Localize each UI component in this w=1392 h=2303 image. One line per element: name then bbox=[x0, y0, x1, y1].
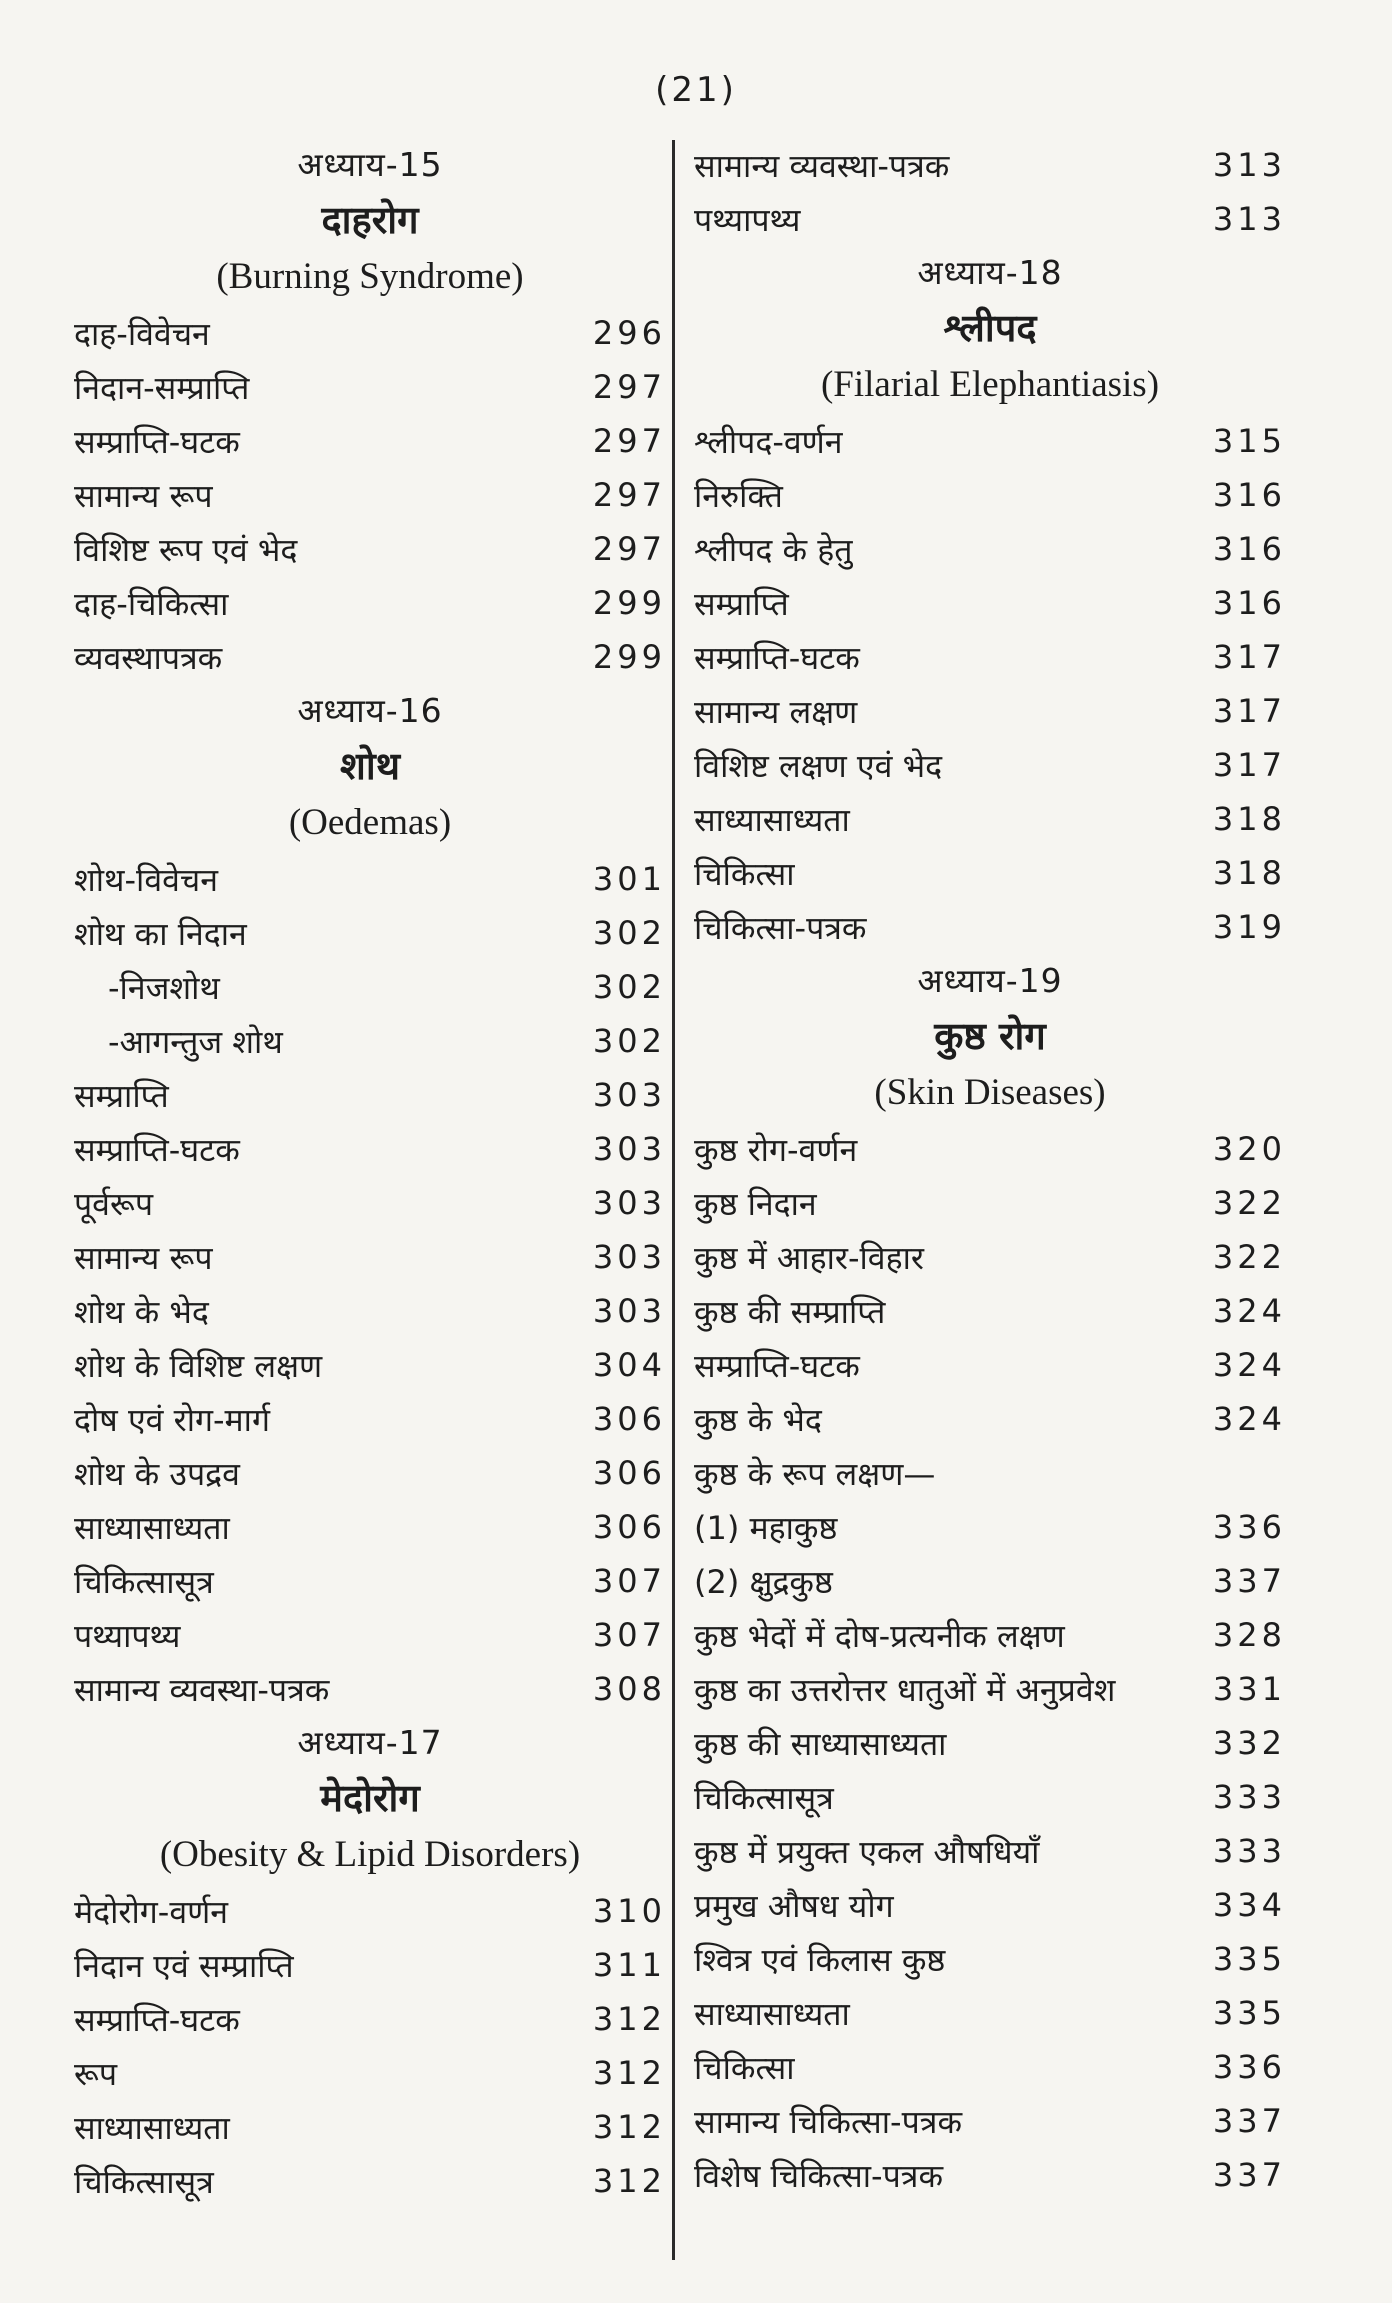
toc-entry bbox=[694, 1392, 1286, 1446]
toc-entry bbox=[74, 1176, 666, 1230]
toc-entry-page: 337 bbox=[1212, 2156, 1286, 2194]
toc-entry bbox=[74, 468, 666, 522]
toc-entry-page: 304 bbox=[592, 1346, 666, 1384]
toc-entry-title: पूर्वरूप bbox=[74, 1184, 154, 1223]
toc-entry-page: 324 bbox=[1212, 1292, 1286, 1330]
toc-entry-title: साध्यासाध्यता bbox=[694, 800, 850, 839]
toc-entry-title: कुष्ठ की सम्प्राप्ति bbox=[694, 1292, 886, 1331]
toc-entry bbox=[74, 306, 666, 360]
toc-entry-title: कुष्ठ निदान bbox=[694, 1184, 817, 1223]
toc-entry bbox=[74, 1500, 666, 1554]
toc-entry-title: चिकित्सासूत्र bbox=[74, 2162, 214, 2201]
toc-entry-title: सम्प्राप्ति-घटक bbox=[74, 1130, 240, 1169]
toc-entry-title: चिकित्सा bbox=[694, 2048, 795, 2087]
toc-entry-page: 312 bbox=[592, 2054, 666, 2092]
toc-entry bbox=[694, 846, 1286, 900]
toc-entry-title: शोथ के उपद्रव bbox=[74, 1454, 240, 1493]
chapter-english-title: (Skin Diseases) bbox=[874, 1072, 1106, 1113]
toc-entry bbox=[74, 2154, 666, 2208]
toc-entry-title: (1) महाकुष्ठ bbox=[694, 1508, 838, 1547]
toc-entry-page: 328 bbox=[1212, 1616, 1286, 1654]
toc-entry-page: 337 bbox=[1212, 2102, 1286, 2140]
toc-entry-page: 333 bbox=[1212, 1832, 1286, 1870]
chapter-english-title: (Filarial Elephantiasis) bbox=[820, 364, 1160, 405]
toc-entry bbox=[74, 1884, 666, 1938]
toc-entry bbox=[694, 522, 1286, 576]
toc-entry bbox=[74, 1284, 666, 1338]
toc-entry-page: 312 bbox=[592, 2000, 666, 2038]
toc-entry bbox=[694, 2040, 1286, 2094]
toc-entry bbox=[694, 1122, 1286, 1176]
toc-entry bbox=[694, 138, 1286, 192]
toc-entry bbox=[74, 522, 666, 576]
toc-entry-page: 335 bbox=[1212, 1940, 1286, 1978]
toc-entry-page: 336 bbox=[1212, 2048, 1286, 2086]
toc-entry-title: विशिष्ट रूप एवं भेद bbox=[74, 530, 298, 569]
toc-entry-page: 312 bbox=[592, 2108, 666, 2146]
toc-entry-title: दोष एवं रोग-मार्ग bbox=[74, 1400, 270, 1439]
toc-entry bbox=[74, 960, 666, 1014]
toc-entry bbox=[74, 1446, 666, 1500]
toc-entry-title: -निजशोथ bbox=[108, 968, 220, 1007]
toc-entry-title: साध्यासाध्यता bbox=[694, 1994, 850, 2033]
toc-entry-page: 301 bbox=[592, 860, 666, 898]
toc-entry-page: 336 bbox=[1212, 1508, 1286, 1546]
toc-entry-title: कुष्ठ रोग-वर्णन bbox=[694, 1130, 858, 1169]
toc-entry-page: 302 bbox=[592, 914, 666, 952]
chapter-english-title: (Obesity & Lipid Disorders) bbox=[159, 1834, 581, 1875]
toc-entry-title: साध्यासाध्यता bbox=[74, 2108, 230, 2147]
toc-entry-title: व्यवस्थापत्रक bbox=[74, 638, 223, 677]
toc-entry-page: 307 bbox=[592, 1562, 666, 1600]
toc-entry-title: सामान्य व्यवस्था-पत्रक bbox=[694, 146, 950, 185]
toc-entry bbox=[694, 1716, 1286, 1770]
toc-entry-page: 297 bbox=[592, 368, 666, 406]
chapter-title: दाहरोग bbox=[321, 198, 419, 242]
toc-entry bbox=[694, 576, 1286, 630]
toc-entry-title: चिकित्सासूत्र bbox=[74, 1562, 214, 1601]
toc-entry bbox=[74, 852, 666, 906]
toc-entry-page: 331 bbox=[1212, 1670, 1286, 1708]
toc-entry-page: 313 bbox=[1212, 200, 1286, 238]
toc-entry bbox=[74, 630, 666, 684]
toc-entry bbox=[74, 2046, 666, 2100]
toc-entry-page: 316 bbox=[1212, 530, 1286, 568]
toc-entry bbox=[694, 1338, 1286, 1392]
chapter-english-title: (Burning Syndrome) bbox=[216, 256, 524, 297]
toc-entry-page: 306 bbox=[592, 1400, 666, 1438]
toc-entry-title: निदान-सम्प्राप्ति bbox=[74, 368, 250, 407]
toc-entry-title: दाह-विवेचन bbox=[74, 314, 210, 353]
toc-entry-page: 312 bbox=[592, 2162, 666, 2200]
toc-entry-page: 316 bbox=[1212, 476, 1286, 514]
chapter-number: अध्याय-15 bbox=[297, 145, 443, 184]
toc-entry bbox=[694, 1554, 1286, 1608]
chapter-title: मेदोरोग bbox=[320, 1776, 420, 1820]
toc-entry-title: कुष्ठ की साध्यासाध्यता bbox=[694, 1724, 947, 1763]
toc-entry-page: 313 bbox=[1212, 146, 1286, 184]
toc-entry-page: 334 bbox=[1212, 1886, 1286, 1924]
toc-entry-page: 303 bbox=[592, 1292, 666, 1330]
toc-entry-page: 302 bbox=[592, 1022, 666, 1060]
toc-entry-title: विशिष्ट लक्षण एवं भेद bbox=[694, 746, 943, 785]
toc-entry-page: 302 bbox=[592, 968, 666, 1006]
column-divider bbox=[672, 140, 675, 2260]
toc-entry-title: कुष्ठ के भेद bbox=[694, 1400, 822, 1439]
toc-entry-title: कुष्ठ में प्रयुक्त एकल औषधियाँ bbox=[694, 1832, 1040, 1871]
toc-entry bbox=[694, 1500, 1286, 1554]
toc-entry-page: 332 bbox=[1212, 1724, 1286, 1762]
toc-entry-title: शोथ का निदान bbox=[74, 914, 247, 953]
toc-entry-title: सामान्य चिकित्सा-पत्रक bbox=[694, 2102, 963, 2141]
toc-entry-title: निरुक्ति bbox=[694, 476, 783, 515]
toc-entry-title: निदान एवं सम्प्राप्ति bbox=[74, 1946, 294, 1985]
toc-entry-page: 316 bbox=[1212, 584, 1286, 622]
toc-entry-title: सम्प्राप्ति bbox=[74, 1076, 169, 1115]
toc-entry-title: विशेष चिकित्सा-पत्रक bbox=[694, 2156, 944, 2195]
toc-entry-title: सामान्य व्यवस्था-पत्रक bbox=[74, 1670, 330, 1709]
toc-entry-title: श्लीपद-वर्णन bbox=[694, 422, 843, 461]
toc-entry-page: 306 bbox=[592, 1454, 666, 1492]
chapter-number: अध्याय-18 bbox=[917, 253, 1063, 292]
toc-entry-title: कुष्ठ में आहार-विहार bbox=[694, 1238, 924, 1277]
toc-entry-title: कुष्ठ भेदों में दोष-प्रत्यनीक लक्षण bbox=[694, 1616, 1065, 1655]
toc-entry bbox=[74, 906, 666, 960]
toc-entry bbox=[74, 1608, 666, 1662]
toc-entry-title: प्रमुख औषध योग bbox=[694, 1886, 894, 1925]
toc-entry-page: 303 bbox=[592, 1184, 666, 1222]
chapter-english-title: (Oedemas) bbox=[288, 802, 452, 843]
toc-entry-page: 317 bbox=[1212, 746, 1286, 784]
toc-entry-title: कुष्ठ के रूप लक्षण— bbox=[694, 1454, 936, 1493]
toc-entry-page: 317 bbox=[1212, 692, 1286, 730]
toc-entry bbox=[74, 360, 666, 414]
toc-entry-page: 303 bbox=[592, 1076, 666, 1114]
toc-entry-title: सामान्य रूप bbox=[74, 1238, 213, 1277]
toc-entry bbox=[694, 900, 1286, 954]
toc-entry-title: श्वित्र एवं किलास कुष्ठ bbox=[694, 1940, 946, 1979]
toc-entry bbox=[74, 1230, 666, 1284]
toc-entry-page: 303 bbox=[592, 1130, 666, 1168]
toc-entry bbox=[694, 738, 1286, 792]
toc-entry-title: -आगन्तुज शोथ bbox=[108, 1022, 283, 1061]
toc-entry-title: चिकित्सा bbox=[694, 854, 795, 893]
chapter-number: अध्याय-16 bbox=[297, 691, 443, 730]
toc-entry bbox=[694, 1662, 1286, 1716]
toc-entry bbox=[694, 1230, 1286, 1284]
toc-entry-page: 319 bbox=[1212, 908, 1286, 946]
toc-entry-title: कुष्ठ का उत्तरोत्तर धातुओं में अनुप्रवेश bbox=[694, 1670, 1116, 1709]
toc-entry-title: पथ्यापथ्य bbox=[694, 200, 801, 239]
toc-entry bbox=[74, 1992, 666, 2046]
toc-entry-page: 296 bbox=[592, 314, 666, 352]
right-column bbox=[694, 138, 1286, 2202]
toc-entry bbox=[74, 1338, 666, 1392]
toc-entry-page: 318 bbox=[1212, 854, 1286, 892]
toc-entry bbox=[694, 684, 1286, 738]
left-column bbox=[74, 138, 666, 2208]
toc-entry-page: 320 bbox=[1212, 1130, 1286, 1168]
toc-entry-title: साध्यासाध्यता bbox=[74, 1508, 230, 1547]
toc-entry-page: 308 bbox=[592, 1670, 666, 1708]
toc-entry-title: चिकित्सासूत्र bbox=[694, 1778, 834, 1817]
toc-entry-title: सम्प्राप्ति-घटक bbox=[74, 2000, 240, 2039]
toc-entry-title: पथ्यापथ्य bbox=[74, 1616, 181, 1655]
chapter-title: कुष्ठ रोग bbox=[934, 1014, 1046, 1058]
toc-entry bbox=[74, 1068, 666, 1122]
toc-entry bbox=[694, 2094, 1286, 2148]
toc-entry bbox=[694, 1608, 1286, 1662]
toc-entry bbox=[694, 1824, 1286, 1878]
toc-entry-page: 337 bbox=[1212, 1562, 1286, 1600]
toc-entry bbox=[74, 414, 666, 468]
toc-entry bbox=[694, 630, 1286, 684]
toc-entry-page: 317 bbox=[1212, 638, 1286, 676]
toc-entry-title: श्लीपद के हेतु bbox=[694, 530, 853, 569]
toc-entry bbox=[694, 1284, 1286, 1338]
toc-entry bbox=[694, 1878, 1286, 1932]
toc-entry-title: सम्प्राप्ति-घटक bbox=[694, 638, 860, 677]
toc-entry-page: 324 bbox=[1212, 1346, 1286, 1384]
toc-entry bbox=[74, 1938, 666, 1992]
toc-entry bbox=[694, 792, 1286, 846]
toc-entry-title: सम्प्राप्ति-घटक bbox=[74, 422, 240, 461]
toc-entry-title: सम्प्राप्ति-घटक bbox=[694, 1346, 860, 1385]
toc-entry-title: सम्प्राप्ति bbox=[694, 584, 789, 623]
toc-entry bbox=[694, 468, 1286, 522]
toc-entry bbox=[74, 1392, 666, 1446]
toc-entry bbox=[694, 414, 1286, 468]
toc-entry bbox=[74, 1662, 666, 1716]
toc-entry-page: 297 bbox=[592, 530, 666, 568]
toc-entry-title: शोथ-विवेचन bbox=[74, 860, 218, 899]
toc-entry-title: रूप bbox=[74, 2054, 118, 2093]
toc-entry bbox=[694, 1176, 1286, 1230]
page-number: (21) bbox=[655, 70, 737, 110]
toc-entry-page: 322 bbox=[1212, 1238, 1286, 1276]
toc-entry-page: 311 bbox=[592, 1946, 666, 1984]
toc-entry bbox=[694, 1770, 1286, 1824]
toc-entry bbox=[74, 1014, 666, 1068]
toc-entry bbox=[74, 1554, 666, 1608]
toc-entry-title: (2) क्षुद्रकुष्ठ bbox=[694, 1562, 833, 1601]
toc-entry bbox=[74, 1122, 666, 1176]
toc-entry-page: 299 bbox=[592, 638, 666, 676]
toc-entry-title: सामान्य रूप bbox=[74, 476, 213, 515]
toc-entry-page: 307 bbox=[592, 1616, 666, 1654]
chapter-title: श्लीपद bbox=[943, 306, 1037, 350]
toc-entry bbox=[694, 2148, 1286, 2202]
toc-entry-title: मेदोरोग-वर्णन bbox=[74, 1892, 229, 1931]
toc-entry-page: 303 bbox=[592, 1238, 666, 1276]
toc-entry-page: 333 bbox=[1212, 1778, 1286, 1816]
toc-entry bbox=[74, 576, 666, 630]
toc-entry bbox=[694, 192, 1286, 246]
chapter-number: अध्याय-17 bbox=[297, 1723, 443, 1762]
toc-entry-title: दाह-चिकित्सा bbox=[74, 584, 229, 623]
toc-entry-title: शोथ के भेद bbox=[74, 1292, 209, 1331]
chapter-number: अध्याय-19 bbox=[917, 961, 1063, 1000]
toc-entry-title: चिकित्सा-पत्रक bbox=[694, 908, 867, 947]
toc-entry-page: 324 bbox=[1212, 1400, 1286, 1438]
toc-entry-page: 335 bbox=[1212, 1994, 1286, 2032]
toc-entry-page: 306 bbox=[592, 1508, 666, 1546]
chapter-title: शोथ bbox=[340, 744, 400, 788]
toc-entry bbox=[694, 1986, 1286, 2040]
toc-entry-page: 299 bbox=[592, 584, 666, 622]
toc-entry-page: 318 bbox=[1212, 800, 1286, 838]
toc-entry-page: 297 bbox=[592, 422, 666, 460]
toc-entry-title: सामान्य लक्षण bbox=[694, 692, 858, 731]
toc-entry-page: 297 bbox=[592, 476, 666, 514]
toc-entry-title: शोथ के विशिष्ट लक्षण bbox=[74, 1346, 323, 1385]
toc-entry bbox=[694, 1932, 1286, 1986]
toc-entry-page: 322 bbox=[1212, 1184, 1286, 1222]
toc-entry bbox=[74, 2100, 666, 2154]
toc-entry bbox=[694, 1446, 1286, 1500]
toc-entry-page: 310 bbox=[592, 1892, 666, 1930]
toc-entry-page: 315 bbox=[1212, 422, 1286, 460]
